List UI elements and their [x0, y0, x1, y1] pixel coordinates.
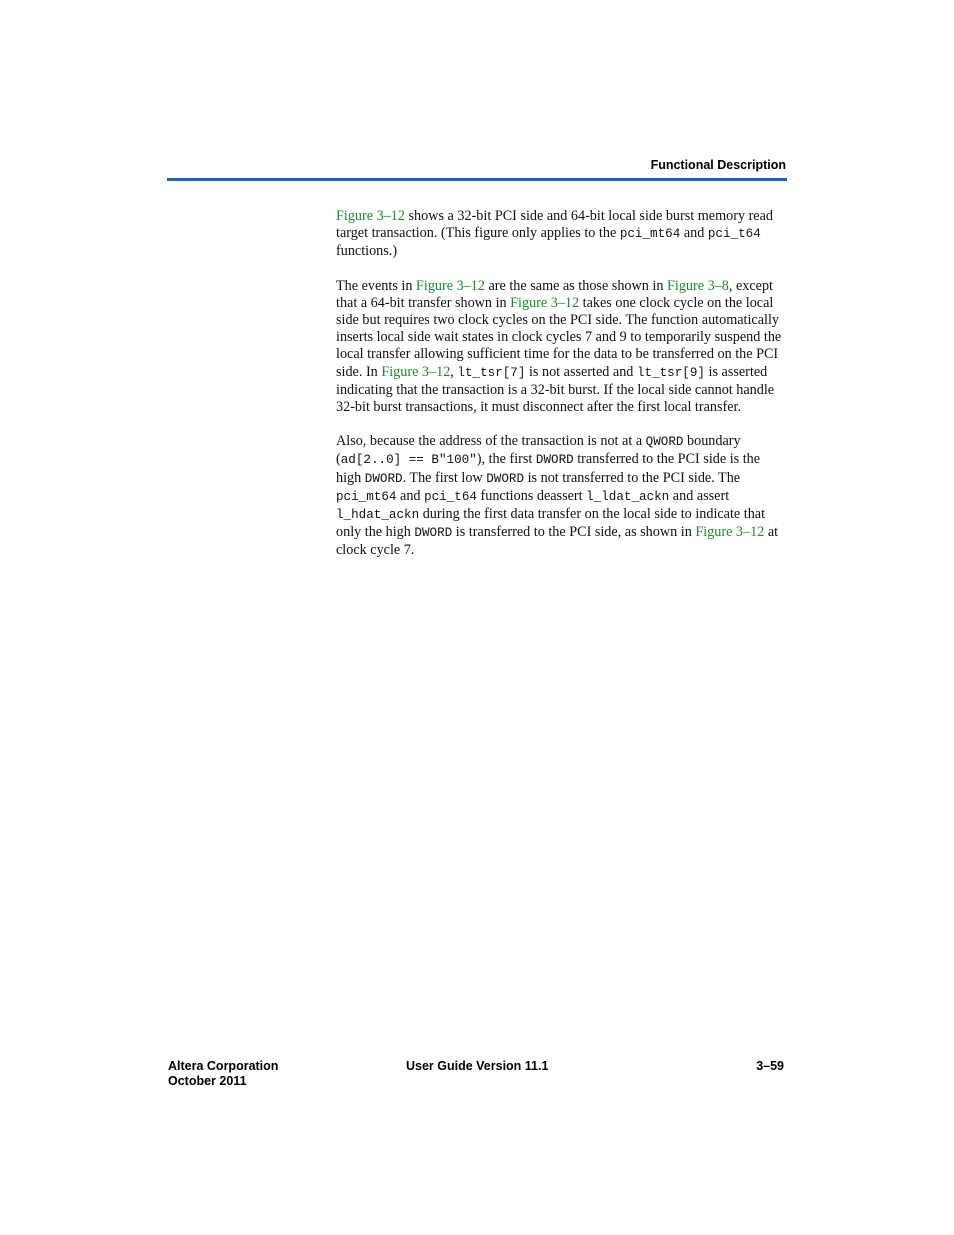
text: and assert	[669, 487, 730, 504]
figure-link[interactable]: Figure 3–8	[666, 277, 729, 294]
text: The events in	[336, 277, 416, 294]
figure-link[interactable]: Figure 3–12	[695, 524, 765, 541]
text: shows a 32-bit PCI side and 64-bit local side burst memory read target transaction. (This figure only applies to the	[336, 208, 773, 242]
text: takes one clock cycle on the local side but requires two clock cycles on the PCI side. The function automatically inserts local side wait states in clock cycles 7 and 9 to temporarily suspend the local transfer allowing sufficient time for the data to be transferred on the PCI side. In	[336, 294, 782, 380]
text: are the same as those shown in	[484, 277, 667, 294]
text: during the first data transfer on the local side to indicate that only the high	[336, 506, 766, 541]
text: ), the first	[476, 451, 536, 468]
paragraph-1	[336, 208, 786, 261]
text: Also, because the address of the transaction is not at a	[336, 433, 646, 450]
code: l_ldat_ackn	[586, 489, 670, 504]
code: pci_t64	[424, 489, 477, 504]
paragraph-3	[336, 433, 786, 559]
text: transferred to the PCI side is the high	[336, 451, 761, 486]
code: lt_tsr[7]	[457, 365, 526, 380]
code: ad[2..0] == B"100"	[340, 453, 477, 468]
footer-page-number: 3–59	[756, 1059, 784, 1073]
body-text	[336, 208, 786, 577]
text: boundary (	[336, 433, 741, 468]
text: is not asserted and	[525, 363, 637, 380]
code: DWORD	[535, 453, 574, 468]
figure-link[interactable]: Figure 3–12	[510, 294, 580, 311]
text: functions.)	[336, 243, 398, 260]
section-title: Functional Description	[650, 158, 786, 172]
code: pci_mt64	[619, 227, 681, 242]
figure-link[interactable]: Figure 3–12	[336, 208, 405, 224]
text: is asserted indicating that the transaction is a 32-bit burst. If the local side cannot handle 32-bit burst transactions, it must disconnect after the first local transfer.	[336, 363, 775, 416]
footer-left	[168, 1059, 278, 1089]
footer-date: October 2011	[168, 1074, 247, 1088]
code: DWORD	[486, 471, 525, 486]
footer-guide-version: User Guide Version 11.1	[406, 1059, 549, 1073]
text: functions deassert	[476, 487, 587, 504]
text: and	[680, 225, 708, 242]
code: pci_mt64	[336, 489, 397, 504]
text: , except that a 64-bit transfer shown in	[336, 277, 773, 311]
code: DWORD	[364, 471, 403, 486]
code: DWORD	[414, 526, 453, 541]
text: ,	[450, 363, 458, 380]
code: pci_t64	[707, 227, 761, 242]
figure-link[interactable]: Figure 3–12	[415, 277, 485, 294]
text: at clock cycle 7.	[336, 524, 779, 559]
figure-link[interactable]: Figure 3–12	[381, 363, 451, 380]
code: QWORD	[645, 435, 684, 450]
text: . The first low	[402, 469, 487, 486]
header-rule	[167, 178, 787, 181]
code: l_hdat_ackn	[336, 508, 420, 523]
code: lt_tsr[9]	[636, 365, 705, 380]
paragraph-2	[336, 278, 786, 417]
text: is transferred to the PCI side, as shown in	[452, 524, 696, 541]
footer-company: Altera Corporation	[168, 1059, 279, 1073]
text: and	[396, 487, 425, 504]
text: is not transferred to the PCI side. The	[524, 469, 741, 486]
